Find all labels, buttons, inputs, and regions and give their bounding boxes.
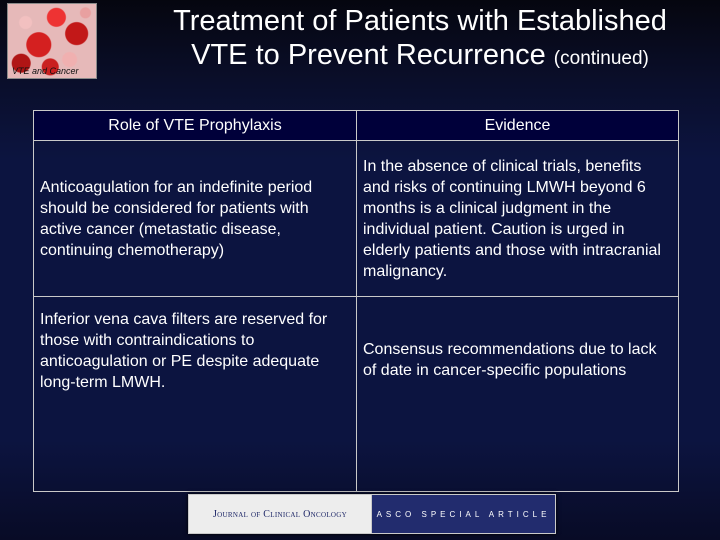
title-line-1: Treatment of Patients with Established — [173, 5, 667, 37]
column-header-role: Role of VTE Prophylaxis — [34, 111, 357, 141]
evidence-table — [33, 110, 679, 492]
logo-caption: VTE and Cancer — [12, 66, 79, 76]
evidence-cell: In the absence of clinical trials, benefits and risks of continuing LMWH beyond 6 months is a clinical judgment in the individual patient. Caution is urged in elderly patients and those with intracranial malignancy. — [357, 141, 679, 297]
title-suffix: (continued) — [553, 48, 649, 69]
column-header-evidence: Evidence — [357, 111, 679, 141]
slide-title — [130, 4, 710, 76]
table-row — [34, 141, 679, 297]
role-cell: Anticoagulation for an indefinite period should be considered for patients with active cancer (metastatic disease, continuing chemotherapy) — [34, 141, 357, 297]
evidence-cell: Consensus recommendations due to lack of date in cancer-specific populations — [357, 297, 679, 492]
table-row — [34, 297, 679, 492]
title-line-2-text: VTE to Prevent Recurrence — [191, 39, 546, 71]
table-header-row — [34, 111, 679, 141]
vte-cancer-logo — [7, 3, 97, 79]
journal-name: Journal of Clinical Oncology — [189, 495, 372, 533]
journal-banner — [188, 494, 556, 534]
role-cell: Inferior vena cava filters are reserved for those with contraindications to anticoagulation or PE despite adequate long-term LMWH. — [34, 297, 357, 492]
section-label: ASCO SPECIAL ARTICLE — [372, 495, 555, 533]
title-line-2 — [130, 38, 710, 76]
